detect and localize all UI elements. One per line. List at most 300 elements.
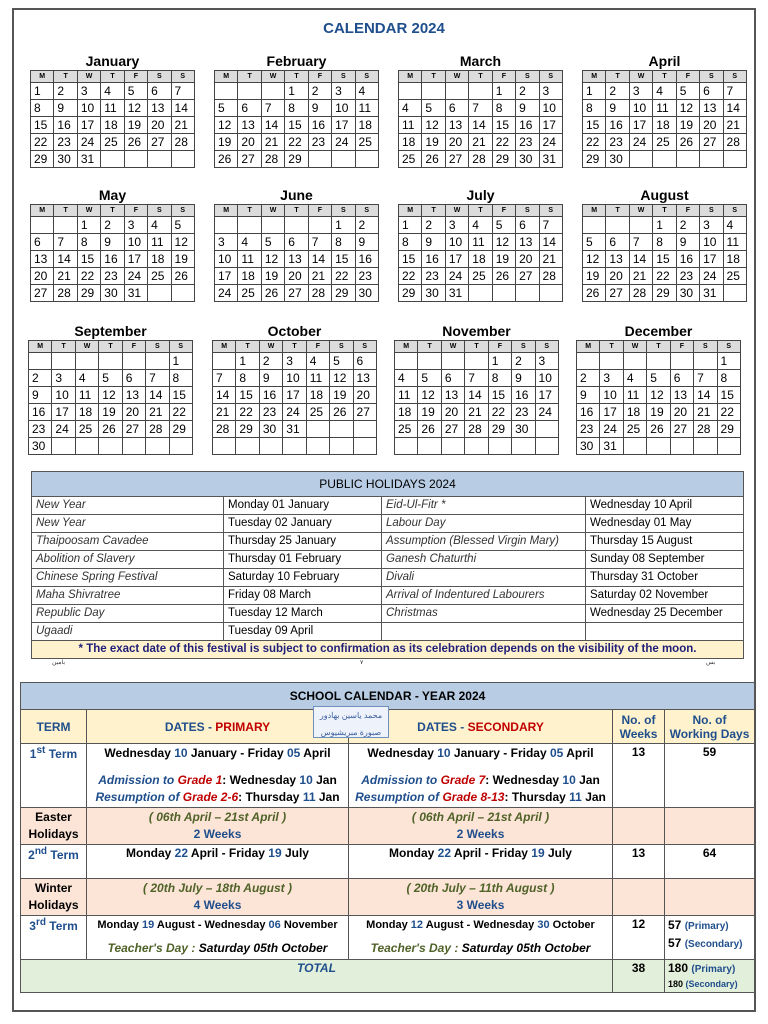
day-cell xyxy=(469,285,492,302)
day-cell: 24 xyxy=(77,134,100,151)
day-cell: 30 xyxy=(259,421,282,438)
day-cell xyxy=(146,353,169,370)
day-cell xyxy=(285,217,308,234)
weekday-header: W xyxy=(261,71,284,83)
day-cell: 22 xyxy=(653,268,676,285)
day-cell: 29 xyxy=(236,421,259,438)
day-cell: 14 xyxy=(54,251,77,268)
winter-primary: ( 20th July – 18th August ) 4 Weeks xyxy=(87,879,349,916)
day-cell: 27 xyxy=(148,134,171,151)
day-cell: 27 xyxy=(238,151,261,168)
day-cell: 19 xyxy=(422,134,445,151)
day-cell: 30 xyxy=(516,151,539,168)
weekday-header: T xyxy=(238,205,261,217)
day-cell: 12 xyxy=(171,234,194,251)
day-cell: 20 xyxy=(285,268,308,285)
holiday-name: Arrival of Indentured Labourers xyxy=(382,587,586,605)
day-cell: 26 xyxy=(171,268,194,285)
day-cell xyxy=(122,438,145,455)
day-cell: 13 xyxy=(670,387,693,404)
weekday-header: T xyxy=(418,341,441,353)
note-mark-mid: ٧ xyxy=(360,660,364,666)
day-cell: 15 xyxy=(77,251,100,268)
weekday-header: W xyxy=(261,205,284,217)
day-cell: 21 xyxy=(469,134,492,151)
easter-row xyxy=(21,808,755,845)
day-cell: 23 xyxy=(29,421,52,438)
day-cell: 10 xyxy=(600,387,623,404)
weekday-header: S xyxy=(355,205,378,217)
day-cell xyxy=(101,151,124,168)
day-cell: 13 xyxy=(238,117,261,134)
day-cell: 5 xyxy=(99,370,122,387)
day-cell: 4 xyxy=(653,83,676,100)
day-cell: 17 xyxy=(283,387,306,404)
day-cell: 28 xyxy=(465,421,488,438)
day-cell: 11 xyxy=(238,251,261,268)
day-cell: 28 xyxy=(54,285,77,302)
day-cell: 15 xyxy=(653,251,676,268)
day-cell: 6 xyxy=(700,83,723,100)
holiday-date: Thursday 31 October xyxy=(586,569,744,587)
holiday-name xyxy=(382,623,586,641)
weekday-header: F xyxy=(308,71,331,83)
month-name: May xyxy=(98,187,127,203)
term-3-secondary: Monday 12 August - Wednesday 30 October Teacher's Day : Saturday 05th October xyxy=(349,916,613,960)
day-cell: 11 xyxy=(469,234,492,251)
day-cell: 22 xyxy=(332,268,355,285)
weekday-header: S xyxy=(723,205,746,217)
day-cell: 7 xyxy=(539,217,562,234)
day-cell: 8 xyxy=(285,100,308,117)
day-cell: 7 xyxy=(723,83,746,100)
day-cell: 7 xyxy=(171,83,194,100)
holiday-name: Thaipoosam Cavadee xyxy=(32,533,224,551)
day-cell: 16 xyxy=(516,117,539,134)
day-cell: 24 xyxy=(600,421,623,438)
day-cell: 21 xyxy=(146,404,169,421)
day-cell xyxy=(441,438,464,455)
day-cell: 28 xyxy=(694,421,717,438)
day-cell: 21 xyxy=(694,404,717,421)
weekday-header: M xyxy=(213,341,236,353)
winter-label: Winter Holidays xyxy=(21,879,87,916)
day-cell: 24 xyxy=(52,421,75,438)
day-cell: 4 xyxy=(75,370,98,387)
day-cell: 27 xyxy=(606,285,629,302)
day-cell: 13 xyxy=(148,100,171,117)
weekday-header: S xyxy=(353,341,376,353)
day-cell: 8 xyxy=(583,100,606,117)
day-cell: 11 xyxy=(723,234,746,251)
day-cell: 6 xyxy=(148,83,171,100)
day-cell: 13 xyxy=(31,251,54,268)
day-cell: 1 xyxy=(169,353,192,370)
day-cell: 20 xyxy=(148,117,171,134)
day-cell: 4 xyxy=(399,100,422,117)
day-cell: 8 xyxy=(653,234,676,251)
day-cell xyxy=(99,438,122,455)
day-cell xyxy=(629,217,652,234)
day-cell: 4 xyxy=(355,83,378,100)
weekday-header: F xyxy=(124,71,147,83)
day-cell xyxy=(330,438,353,455)
day-cell: 2 xyxy=(516,83,539,100)
day-cell: 1 xyxy=(77,217,100,234)
day-cell: 17 xyxy=(332,117,355,134)
day-cell: 23 xyxy=(516,134,539,151)
weekday-header: T xyxy=(285,205,308,217)
day-cell: 14 xyxy=(308,251,331,268)
holiday-name: Assumption (Blessed Virgin Mary) xyxy=(382,533,586,551)
day-cell xyxy=(465,353,488,370)
day-cell: 27 xyxy=(353,404,376,421)
day-cell xyxy=(308,151,331,168)
day-cell: 3 xyxy=(600,370,623,387)
weekday-header: F xyxy=(676,71,699,83)
day-cell xyxy=(31,217,54,234)
day-cell: 24 xyxy=(445,268,468,285)
day-cell: 20 xyxy=(353,387,376,404)
month-name: August xyxy=(640,187,689,203)
day-cell: 3 xyxy=(283,353,306,370)
day-cell xyxy=(577,353,600,370)
day-cell: 11 xyxy=(355,100,378,117)
weekday-header: S xyxy=(148,205,171,217)
day-cell: 21 xyxy=(308,268,331,285)
day-cell: 19 xyxy=(215,134,238,151)
weekday-header: F xyxy=(308,205,331,217)
day-cell: 22 xyxy=(285,134,308,151)
day-cell: 24 xyxy=(215,285,238,302)
holiday-date: Saturday 10 February xyxy=(224,569,382,587)
day-cell xyxy=(52,353,75,370)
day-cell xyxy=(124,151,147,168)
day-cell: 21 xyxy=(723,117,746,134)
day-cell: 5 xyxy=(422,100,445,117)
weekday-header: S xyxy=(539,205,562,217)
day-cell xyxy=(148,285,171,302)
weekday-header: M xyxy=(31,71,54,83)
day-cell: 29 xyxy=(583,151,606,168)
month-may xyxy=(30,186,195,302)
day-cell: 12 xyxy=(418,387,441,404)
day-cell: 27 xyxy=(122,421,145,438)
term-2-row xyxy=(21,845,755,879)
holiday-note: * The exact date of this festival is subject to confirmation as its celebration depends on the visibility of the moon. xyxy=(32,641,744,659)
day-cell: 9 xyxy=(606,100,629,117)
day-cell: 18 xyxy=(653,117,676,134)
day-cell: 7 xyxy=(694,370,717,387)
day-cell: 30 xyxy=(422,285,445,302)
day-cell: 24 xyxy=(535,404,558,421)
weekday-header: S xyxy=(535,341,558,353)
day-cell: 18 xyxy=(355,117,378,134)
day-cell: 28 xyxy=(723,134,746,151)
day-cell: 18 xyxy=(623,404,646,421)
weekday-header: T xyxy=(606,71,629,83)
term-1-secondary: Wednesday 10 January - Friday 05 April Admission to Grade 7: Wednesday 10 Jan Resumption of Grade 8-13: Thursday 11 Jan xyxy=(349,744,613,808)
note-mark-left: بامين xyxy=(52,660,66,666)
day-cell: 16 xyxy=(577,404,600,421)
day-cell: 28 xyxy=(146,421,169,438)
day-cell: 5 xyxy=(124,83,147,100)
day-cell: 1 xyxy=(285,83,308,100)
day-cell: 14 xyxy=(694,387,717,404)
day-cell: 8 xyxy=(77,234,100,251)
day-cell: 6 xyxy=(516,217,539,234)
holiday-date: Wednesday 01 May xyxy=(586,515,744,533)
day-cell: 20 xyxy=(606,268,629,285)
day-cell: 23 xyxy=(512,404,535,421)
day-cell: 14 xyxy=(629,251,652,268)
day-cell: 10 xyxy=(332,100,355,117)
month-name: July xyxy=(466,187,495,203)
day-cell xyxy=(259,438,282,455)
day-cell: 6 xyxy=(122,370,145,387)
day-cell xyxy=(399,83,422,100)
day-cell xyxy=(653,151,676,168)
day-cell: 25 xyxy=(148,268,171,285)
day-cell: 21 xyxy=(629,268,652,285)
holiday-date: Thursday 15 August xyxy=(586,533,744,551)
weekday-header: T xyxy=(54,71,77,83)
day-cell: 15 xyxy=(488,387,511,404)
weekday-header: F xyxy=(492,71,515,83)
day-cell: 15 xyxy=(31,117,54,134)
weekday-header: M xyxy=(395,341,418,353)
holiday-date: Thursday 01 February xyxy=(224,551,382,569)
day-cell: 26 xyxy=(330,404,353,421)
day-cell: 10 xyxy=(629,100,652,117)
day-cell xyxy=(306,438,329,455)
month-name: December xyxy=(624,323,693,339)
day-cell: 30 xyxy=(355,285,378,302)
day-cell: 26 xyxy=(99,421,122,438)
day-cell: 22 xyxy=(77,268,100,285)
day-cell: 22 xyxy=(31,134,54,151)
month-february xyxy=(214,52,379,168)
weekday-header: T xyxy=(99,341,122,353)
day-cell: 28 xyxy=(539,268,562,285)
day-cell: 25 xyxy=(306,404,329,421)
day-cell xyxy=(623,353,646,370)
day-cell: 28 xyxy=(213,421,236,438)
day-cell: 13 xyxy=(445,117,468,134)
day-cell: 31 xyxy=(700,285,723,302)
weekday-header: T xyxy=(647,341,670,353)
month-november xyxy=(394,322,559,455)
holiday-name: New Year xyxy=(32,515,224,533)
winter-row xyxy=(21,879,755,916)
day-cell: 29 xyxy=(31,151,54,168)
day-cell xyxy=(700,151,723,168)
weekday-header: T xyxy=(422,71,445,83)
day-cell: 29 xyxy=(285,151,308,168)
day-cell xyxy=(623,438,646,455)
day-cell: 13 xyxy=(441,387,464,404)
day-cell: 14 xyxy=(146,387,169,404)
day-cell xyxy=(148,151,171,168)
weekday-header: S xyxy=(700,71,723,83)
day-cell: 22 xyxy=(717,404,740,421)
weekday-header: S xyxy=(355,71,378,83)
day-cell: 10 xyxy=(52,387,75,404)
holiday-date: Friday 08 March xyxy=(224,587,382,605)
day-cell xyxy=(395,438,418,455)
day-cell: 27 xyxy=(516,268,539,285)
weekday-header: F xyxy=(670,341,693,353)
day-cell: 31 xyxy=(539,151,562,168)
term-3-weeks: 12 xyxy=(613,916,665,960)
weekday-header: F xyxy=(492,205,515,217)
day-cell: 30 xyxy=(512,421,535,438)
day-cell: 17 xyxy=(445,251,468,268)
day-cell: 9 xyxy=(516,100,539,117)
day-cell xyxy=(213,353,236,370)
month-name: November xyxy=(442,323,511,339)
weekday-header: F xyxy=(122,341,145,353)
day-cell: 6 xyxy=(238,100,261,117)
day-cell: 26 xyxy=(124,134,147,151)
term-3-primary: Monday 19 August - Wednesday 06 November Teacher's Day : Saturday 05th October xyxy=(87,916,349,960)
day-cell xyxy=(54,217,77,234)
day-cell: 21 xyxy=(539,251,562,268)
day-cell: 19 xyxy=(676,117,699,134)
day-cell: 22 xyxy=(583,134,606,151)
day-cell: 3 xyxy=(539,83,562,100)
month-name: March xyxy=(459,53,502,69)
day-cell: 11 xyxy=(623,387,646,404)
day-cell: 14 xyxy=(465,387,488,404)
day-cell: 27 xyxy=(31,285,54,302)
holiday-date: Sunday 08 September xyxy=(586,551,744,569)
weekday-header: S xyxy=(700,205,723,217)
day-cell: 3 xyxy=(535,353,558,370)
holiday-name: Maha Shivratree xyxy=(32,587,224,605)
day-cell: 15 xyxy=(236,387,259,404)
day-cell: 26 xyxy=(583,285,606,302)
day-cell: 29 xyxy=(399,285,422,302)
day-cell: 6 xyxy=(441,370,464,387)
weekday-header: T xyxy=(469,205,492,217)
day-cell: 13 xyxy=(353,370,376,387)
weekday-header: T xyxy=(422,205,445,217)
day-cell: 30 xyxy=(54,151,77,168)
holiday-date: Thursday 25 January xyxy=(224,533,382,551)
day-cell xyxy=(600,353,623,370)
day-cell: 1 xyxy=(31,83,54,100)
day-cell: 22 xyxy=(492,134,515,151)
day-cell: 2 xyxy=(308,83,331,100)
day-cell: 21 xyxy=(171,117,194,134)
weekday-header: T xyxy=(600,341,623,353)
day-cell: 30 xyxy=(577,438,600,455)
day-cell: 29 xyxy=(492,151,515,168)
day-cell: 10 xyxy=(215,251,238,268)
day-cell: 9 xyxy=(422,234,445,251)
month-august xyxy=(582,186,747,302)
day-cell xyxy=(535,438,558,455)
day-cell: 13 xyxy=(700,100,723,117)
day-cell: 12 xyxy=(647,387,670,404)
day-cell: 17 xyxy=(124,251,147,268)
month-june xyxy=(214,186,379,302)
day-cell: 28 xyxy=(469,151,492,168)
weekday-header: W xyxy=(77,205,100,217)
day-cell: 10 xyxy=(124,234,147,251)
day-cell xyxy=(355,151,378,168)
page-title: CALENDAR 2024 xyxy=(323,20,445,37)
day-cell: 25 xyxy=(723,268,746,285)
holiday-name: Republic Day xyxy=(32,605,224,623)
day-cell: 18 xyxy=(723,251,746,268)
day-cell: 4 xyxy=(623,370,646,387)
term-3-label: 3rd Term xyxy=(21,916,87,960)
day-cell: 18 xyxy=(75,404,98,421)
day-cell: 5 xyxy=(418,370,441,387)
weekday-header: S xyxy=(148,71,171,83)
day-cell: 13 xyxy=(606,251,629,268)
day-cell: 8 xyxy=(488,370,511,387)
holiday-name: Ugaadi xyxy=(32,623,224,641)
day-cell: 3 xyxy=(124,217,147,234)
day-cell: 24 xyxy=(124,268,147,285)
day-cell: 20 xyxy=(670,404,693,421)
easter-secondary: ( 06th April – 21st April ) 2 Weeks xyxy=(349,808,613,845)
day-cell: 2 xyxy=(512,353,535,370)
day-cell xyxy=(539,285,562,302)
day-cell: 8 xyxy=(492,100,515,117)
day-cell xyxy=(418,438,441,455)
day-cell: 4 xyxy=(306,353,329,370)
day-cell: 13 xyxy=(122,387,145,404)
day-cell: 10 xyxy=(283,370,306,387)
weekday-header: S xyxy=(717,341,740,353)
day-cell: 16 xyxy=(29,404,52,421)
day-cell: 26 xyxy=(418,421,441,438)
day-cell: 19 xyxy=(647,404,670,421)
month-october xyxy=(212,322,377,455)
day-cell: 5 xyxy=(647,370,670,387)
day-cell: 21 xyxy=(54,268,77,285)
day-cell: 25 xyxy=(238,285,261,302)
easter-primary: ( 06th April – 21st April ) 2 Weeks xyxy=(87,808,349,845)
day-cell: 2 xyxy=(577,370,600,387)
day-cell: 1 xyxy=(653,217,676,234)
day-cell xyxy=(99,353,122,370)
day-cell: 23 xyxy=(308,134,331,151)
weekday-header: T xyxy=(54,205,77,217)
day-cell: 11 xyxy=(653,100,676,117)
holiday-name: Abolition of Slavery xyxy=(32,551,224,569)
day-cell: 1 xyxy=(717,353,740,370)
day-cell: 4 xyxy=(469,217,492,234)
day-cell: 17 xyxy=(215,268,238,285)
day-cell: 20 xyxy=(441,404,464,421)
day-cell: 10 xyxy=(445,234,468,251)
term-3-row xyxy=(21,916,755,960)
day-cell xyxy=(353,438,376,455)
day-cell: 12 xyxy=(124,100,147,117)
day-cell xyxy=(308,217,331,234)
day-cell xyxy=(236,438,259,455)
weekday-header: T xyxy=(653,71,676,83)
day-cell: 16 xyxy=(101,251,124,268)
day-cell: 17 xyxy=(700,251,723,268)
month-name: October xyxy=(267,323,322,339)
day-cell xyxy=(512,438,535,455)
